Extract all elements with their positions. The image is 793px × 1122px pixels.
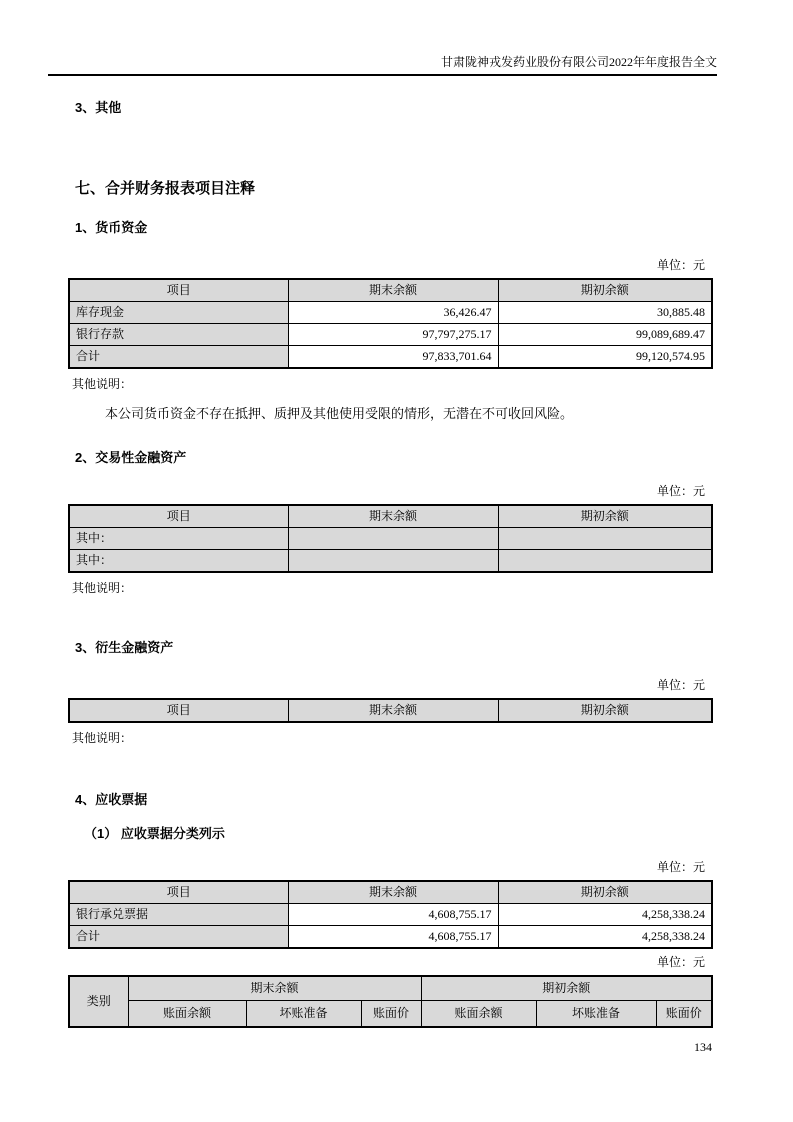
table-row (69, 324, 712, 346)
value-cell: 97,833,701.64 (288, 346, 498, 369)
table-row (69, 346, 712, 369)
header-cell: 账面价 (656, 1001, 712, 1028)
header-cell: 坏账准备 (536, 1001, 656, 1028)
header-cell: 期末余额 (288, 505, 498, 528)
header-cell: 项目 (69, 279, 288, 302)
value-cell: 4,258,338.24 (498, 926, 712, 949)
report-title: 甘肃陇神戎发药业股份有限公司2022年年度报告全文 (440, 55, 717, 69)
unit-label: 单位：元 (656, 258, 705, 272)
value-cell: 99,120,574.95 (498, 346, 712, 369)
label-cell: 其中： (69, 550, 288, 573)
section-title-trading-assets: 2、交易性金融资产 (75, 450, 187, 465)
value-cell: 4,608,755.17 (288, 926, 498, 949)
header-cell: 期末余额 (288, 279, 498, 302)
header-cell: 期末余额 (288, 699, 498, 722)
value-cell: 4,608,755.17 (288, 904, 498, 926)
header-cell: 项目 (69, 881, 288, 904)
monetary-note-paragraph: 本公司货币资金不存在抵押、质押及其他使用受限的情形，无潜在不可收回风险。 (105, 406, 574, 421)
table-header-row (69, 279, 712, 302)
table-header-row (69, 505, 712, 528)
monetary-funds-table (68, 278, 713, 369)
page-header (48, 55, 717, 76)
section-title-derivative-assets: 3、衍生金融资产 (75, 640, 174, 655)
unit-label: 单位：元 (656, 860, 705, 874)
page-number: 134 (694, 1040, 712, 1054)
receivable-classification-table (68, 975, 713, 1028)
value-cell: 36,426.47 (288, 302, 498, 324)
other-note-label: 其他说明： (72, 731, 133, 745)
value-cell: 99,089,689.47 (498, 324, 712, 346)
value-cell: 4,258,338.24 (498, 904, 712, 926)
table-subheader-row (69, 1001, 712, 1028)
label-cell: 合计 (69, 346, 288, 369)
section-title-notes-to-statements: 七、合并财务报表项目注释 (75, 180, 256, 197)
section-title-other: 3、其他 (75, 100, 122, 115)
value-cell (498, 528, 712, 550)
header-cell: 期初余额 (498, 505, 712, 528)
section-title-notes-receivable: 4、应收票据 (75, 792, 148, 807)
label-cell: 合计 (69, 926, 288, 949)
table-row (69, 926, 712, 949)
value-cell (288, 528, 498, 550)
subsection-title-receivable-classification: （1） 应收票据分类列示 (84, 826, 225, 841)
unit-label: 单位：元 (656, 678, 705, 692)
table-header-row (69, 976, 712, 1001)
label-cell: 库存现金 (69, 302, 288, 324)
table-row (69, 528, 712, 550)
header-cell: 账面余额 (421, 1001, 536, 1028)
label-cell: 银行承兑票据 (69, 904, 288, 926)
derivative-assets-table (68, 698, 713, 723)
table-header-row (69, 699, 712, 722)
header-cell: 期初余额 (498, 699, 712, 722)
section-title-monetary-funds: 1、货币资金 (75, 220, 148, 235)
table-row (69, 550, 712, 573)
table-row (69, 904, 712, 926)
label-cell: 银行存款 (69, 324, 288, 346)
other-note-label: 其他说明： (72, 581, 133, 595)
header-cell-opening-group: 期初余额 (421, 976, 712, 1001)
other-note-label: 其他说明： (72, 377, 133, 391)
table-header-row (69, 881, 712, 904)
unit-label: 单位：元 (656, 955, 705, 969)
header-cell-category: 类别 (69, 976, 128, 1027)
header-cell: 项目 (69, 505, 288, 528)
header-cell: 项目 (69, 699, 288, 722)
header-cell: 账面余额 (128, 1001, 246, 1028)
header-cell: 账面价 (361, 1001, 421, 1028)
trading-assets-table (68, 504, 713, 573)
value-cell (498, 550, 712, 573)
notes-receivable-table (68, 880, 713, 949)
header-cell: 期初余额 (498, 279, 712, 302)
value-cell: 30,885.48 (498, 302, 712, 324)
value-cell: 97,797,275.17 (288, 324, 498, 346)
header-cell-closing-group: 期末余额 (128, 976, 421, 1001)
header-cell: 期初余额 (498, 881, 712, 904)
unit-label: 单位：元 (656, 484, 705, 498)
table-row (69, 302, 712, 324)
header-cell: 坏账准备 (246, 1001, 361, 1028)
value-cell (288, 550, 498, 573)
label-cell: 其中： (69, 528, 288, 550)
header-cell: 期末余额 (288, 881, 498, 904)
